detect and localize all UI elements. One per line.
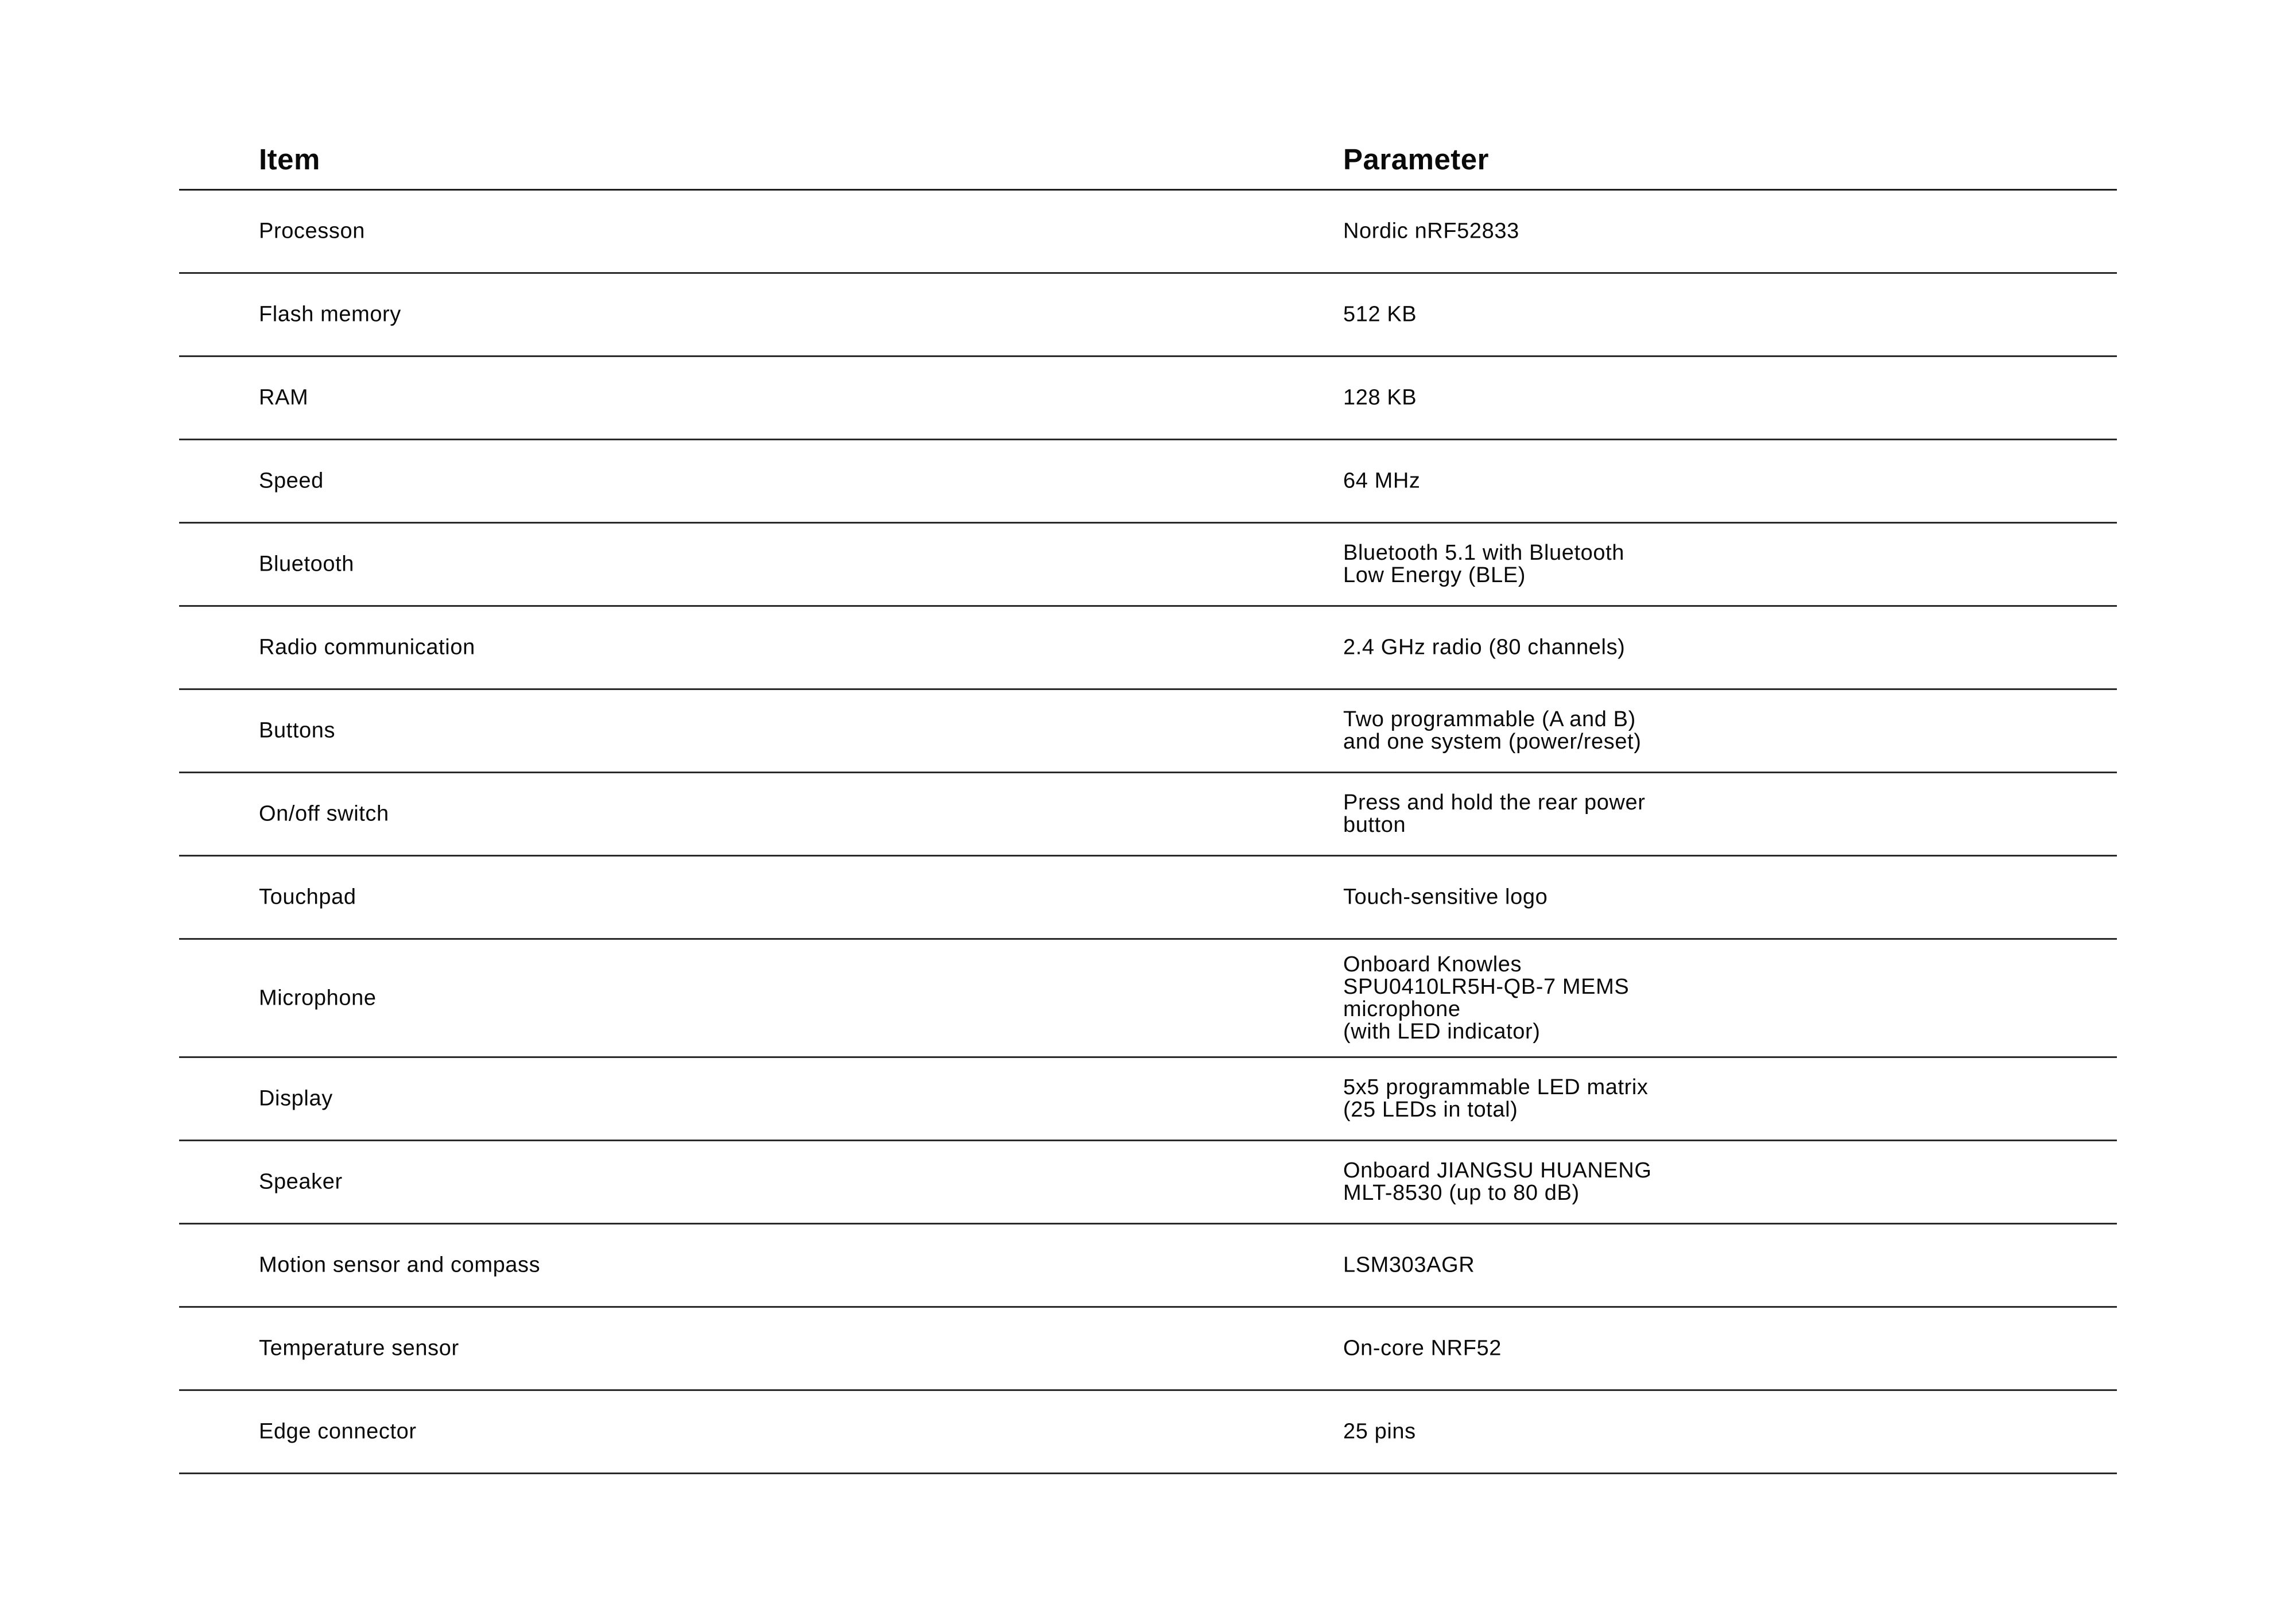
parameter-cell: Nordic nRF52833 bbox=[1343, 219, 1519, 243]
parameter-cell: 64 MHz bbox=[1343, 468, 1421, 493]
table-header bbox=[179, 132, 2117, 191]
table-body bbox=[179, 191, 2117, 1474]
table-row bbox=[179, 690, 2117, 773]
item-cell: Temperature sensor bbox=[259, 1336, 459, 1361]
table-row bbox=[179, 1141, 2117, 1224]
parameter-cell: Onboard Knowles SPU0410LR5H-QB-7 MEMS microphone (with LED indicator) bbox=[1343, 952, 1630, 1044]
item-cell: Display bbox=[259, 1086, 333, 1111]
item-cell: Flash memory bbox=[259, 302, 401, 327]
item-cell: Microphone bbox=[259, 986, 377, 1010]
parameter-cell: 5x5 programmable LED matrix (25 LEDs in total) bbox=[1343, 1075, 1649, 1122]
item-cell: Touchpad bbox=[259, 885, 356, 909]
item-cell: Buttons bbox=[259, 718, 336, 743]
table-row bbox=[179, 524, 2117, 607]
parameter-cell: Bluetooth 5.1 with Bluetooth Low Energy (BLE) bbox=[1343, 541, 1625, 587]
item-cell: On/off switch bbox=[259, 801, 389, 826]
item-cell: Speed bbox=[259, 468, 324, 493]
table-row bbox=[179, 357, 2117, 440]
item-cell: Speaker bbox=[259, 1169, 343, 1194]
table-row bbox=[179, 1058, 2117, 1141]
item-cell: Motion sensor and compass bbox=[259, 1253, 541, 1277]
table-row bbox=[179, 1224, 2117, 1308]
table-row bbox=[179, 607, 2117, 690]
parameter-cell: Touch-sensitive logo bbox=[1343, 885, 1548, 909]
parameter-cell: Two programmable (A and B) and one system (power/reset) bbox=[1343, 707, 1642, 754]
table-row bbox=[179, 1391, 2117, 1474]
parameter-cell: 128 KB bbox=[1343, 385, 1417, 410]
table-row bbox=[179, 1308, 2117, 1391]
item-cell: RAM bbox=[259, 385, 309, 410]
header-item: Item bbox=[259, 143, 320, 176]
parameter-cell: 512 KB bbox=[1343, 302, 1417, 327]
header-parameter: Parameter bbox=[1343, 143, 1489, 176]
item-cell: Processon bbox=[259, 219, 365, 243]
item-cell: Edge connector bbox=[259, 1419, 417, 1444]
table-row bbox=[179, 274, 2117, 357]
table-row bbox=[179, 191, 2117, 274]
parameter-cell: On-core NRF52 bbox=[1343, 1336, 1502, 1361]
table-row bbox=[179, 857, 2117, 940]
parameter-cell: Press and hold the rear power button bbox=[1343, 790, 1646, 837]
item-cell: Radio communication bbox=[259, 635, 475, 660]
table-row bbox=[179, 940, 2117, 1058]
item-cell: Bluetooth bbox=[259, 552, 354, 576]
parameter-cell: 25 pins bbox=[1343, 1419, 1416, 1444]
parameter-cell: LSM303AGR bbox=[1343, 1253, 1475, 1277]
parameter-cell: 2.4 GHz radio (80 channels) bbox=[1343, 635, 1626, 660]
table-row bbox=[179, 440, 2117, 524]
table-row bbox=[179, 773, 2117, 857]
parameter-cell: Onboard JIANGSU HUANENG MLT-8530 (up to 80 dB) bbox=[1343, 1158, 1652, 1205]
